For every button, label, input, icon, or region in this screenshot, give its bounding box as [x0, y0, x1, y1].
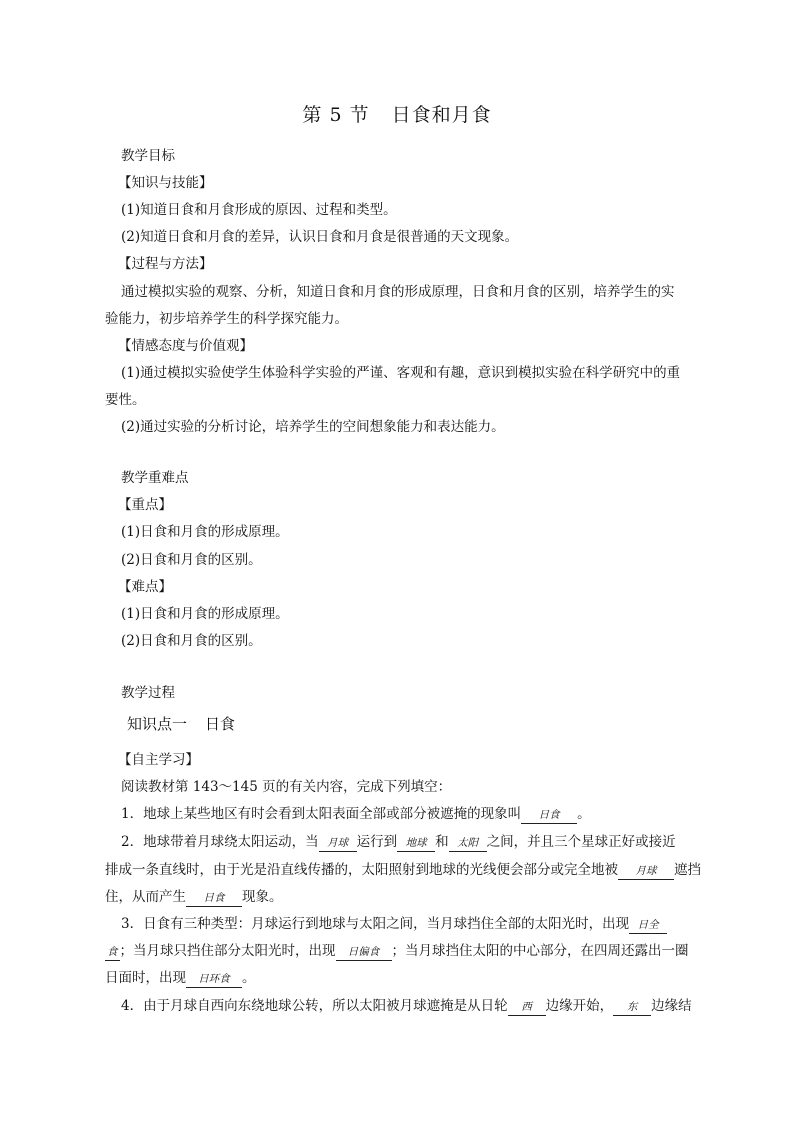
paragraph-line: 要性。	[105, 392, 146, 408]
key-item: (2)日食和月食的区别。	[121, 552, 262, 568]
difficulty-item: (1)日食和月食的形成原理。	[121, 606, 289, 622]
knowledge-point-title	[127, 714, 235, 734]
paragraph-line: 通过模拟实验的观察、分析，知道日食和月食的形成原理，日食和月食的区别，培养学生的实	[121, 284, 675, 300]
question-3-line-1: 3．日食有三种类型：月球运行到地球与太阳之间，当月球挡住全部的太阳光时，出现 日全	[121, 914, 667, 934]
knowledge-skills-heading: 【知识与技能】	[118, 175, 213, 191]
process-heading: 教学过程	[121, 685, 175, 701]
goal-item: (1)知道日食和月食形成的原因、过程和类型。	[121, 202, 397, 218]
process-method-heading: 【过程与方法】	[118, 256, 213, 272]
question-2-line-1: 2．地球带着月球绕太阳运动，当 月球 运行到 地球 和 太阳 之间，并且三个星球正好或接近	[121, 834, 676, 850]
page-title	[0, 100, 794, 127]
key-heading: 【重点】	[118, 497, 172, 513]
question-2-line-2: 排成一条直线时，由于光是沿直线传播的，太阳照射到地球的光线便会部分或完全地被 月球 遮挡	[105, 862, 701, 878]
goals-heading: 教学目标	[121, 148, 175, 164]
question-3-line-2: 食 ；当月球只挡住部分太阳光时，出现 日偏食 ；当月球挡住太阳的中心部分，在四周还露出一圈	[107, 943, 689, 959]
answer-blank: 太阳	[449, 836, 487, 852]
paragraph-line: (1)通过模拟实验使学生体验科学实验的严谨、客观和有趣，意识到模拟实验在科学研究中的重	[121, 365, 681, 381]
answer-blank: 日食	[186, 891, 242, 907]
question-3-line-3: 日面时，出现 日环食 。	[105, 970, 256, 986]
self-study-heading: 【自主学习】	[118, 752, 199, 768]
section-number: 第 5 节	[302, 104, 370, 126]
attitude-values-heading: 【情感态度与价值观】	[118, 338, 253, 354]
answer-blank: 日偏食	[336, 945, 392, 961]
difficulty-heading: 【难点】	[118, 579, 172, 595]
paragraph-line: (2)通过实验的分析讨论，培养学生的空间想象能力和表达能力。	[121, 419, 505, 435]
answer-blank: 日环食	[186, 972, 242, 988]
answer-blank: 月球	[618, 864, 674, 880]
answer-blank: 日全	[629, 918, 667, 934]
section-name: 日食和月食	[391, 104, 492, 126]
answer-blank: 日食	[521, 808, 577, 824]
question-4-line-1: 4．由于月球自西向东绕地球公转，所以太阳被月球遮掩是从日轮 西 边缘开始， 东 边缘结	[121, 998, 692, 1014]
answer-blank: 西	[508, 1000, 546, 1016]
goal-item: (2)知道日食和月食的差异，认识日食和月食是很普通的天文现象。	[121, 229, 519, 245]
keypoints-heading: 教学重难点	[121, 470, 189, 486]
question-2-line-3: 住，从而产生 日食 现象。	[105, 889, 283, 905]
answer-blank: 地球	[397, 836, 435, 852]
answer-blank: 月球	[319, 836, 357, 852]
answer-blank: 东	[613, 1000, 651, 1016]
knowledge-point-name: 日食	[205, 715, 236, 733]
question-1: 1．地球上某些地区有时会看到太阳表面全部或部分被遮掩的现象叫 日食 。	[121, 806, 591, 822]
paragraph-line: 验能力，初步培养学生的科学探究能力。	[105, 311, 348, 327]
answer-blank: 食	[105, 945, 120, 961]
intro-text: 阅读教材第 143～145 页的有关内容，完成下列填空：	[121, 779, 452, 795]
difficulty-item: (2)日食和月食的区别。	[121, 633, 262, 649]
knowledge-point-label: 知识点一	[127, 715, 188, 733]
key-item: (1)日食和月食的形成原理。	[121, 524, 289, 540]
